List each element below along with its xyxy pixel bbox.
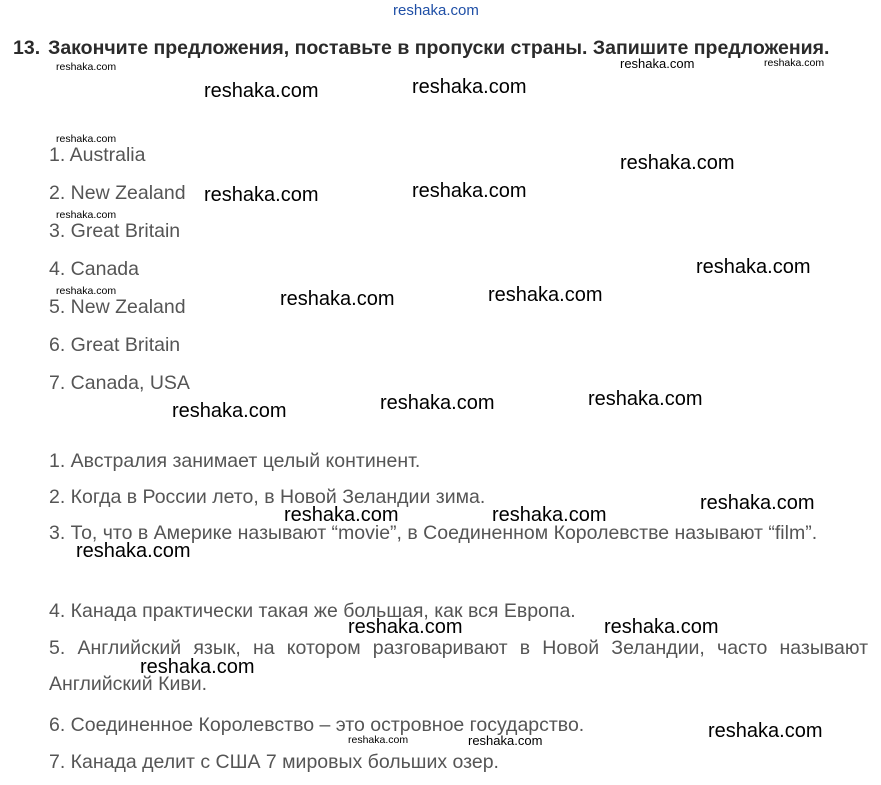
watermark: reshaka.com	[468, 733, 543, 748]
watermark: reshaka.com	[280, 288, 395, 310]
answer-item: 2. New Zealand	[49, 182, 186, 204]
answer-item: 7. Canada, USA	[49, 372, 190, 394]
task-number: 13.	[13, 37, 41, 59]
watermark: reshaka.com	[76, 540, 191, 562]
sentence-item: 2. Когда в России лето, в Новой Зеландии зима.	[49, 486, 486, 508]
watermark: reshaka.com	[56, 133, 117, 145]
watermark: reshaka.com	[696, 256, 811, 278]
sentence-item: 4. Канада практически такая же большая, как вся Европа.	[49, 600, 576, 622]
answer-item: 1. Australia	[49, 144, 146, 166]
watermark: reshaka.com	[204, 184, 319, 206]
watermark: reshaka.com	[764, 57, 825, 69]
watermark: reshaka.com	[708, 720, 823, 742]
answer-item: 4. Canada	[49, 258, 139, 280]
watermark: reshaka.com	[488, 284, 603, 306]
watermark: reshaka.com	[700, 492, 815, 514]
watermark: reshaka.com	[56, 61, 117, 73]
watermark: reshaka.com	[492, 504, 607, 526]
task-title	[13, 30, 868, 66]
sentence-item: 3. То, что в Америке называют “movie”, в Соединенном Королевстве называют “film”.	[49, 522, 818, 544]
sentence-item: 5. Английский язык, на котором разговаривают в Новой Зеландии, часто называют Английский Киви.	[49, 637, 868, 695]
watermark: reshaka.com	[620, 152, 735, 174]
site-header: reshaka.com	[393, 2, 479, 19]
watermark: reshaka.com	[380, 392, 495, 414]
watermark: reshaka.com	[620, 56, 695, 71]
watermark: reshaka.com	[284, 504, 399, 526]
watermark: reshaka.com	[588, 388, 703, 410]
watermark: reshaka.com	[172, 400, 287, 422]
watermark: reshaka.com	[56, 285, 117, 297]
watermark: reshaka.com	[56, 209, 117, 221]
watermark: reshaka.com	[412, 76, 527, 98]
sentence-item: 1. Австралия занимает целый континент.	[49, 450, 421, 472]
answer-item: 6. Great Britain	[49, 334, 181, 356]
watermark: reshaka.com	[348, 734, 409, 746]
sentence-item: 6. Соединенное Королевство – это островное государство.	[49, 714, 585, 736]
watermark: reshaka.com	[140, 656, 255, 678]
task-text: Закончите предложения, поставьте в пропуски страны. Запишите предложения.	[48, 37, 830, 59]
watermark: reshaka.com	[604, 616, 719, 638]
sentence-item: 7. Канада делит с США 7 мировых больших озер.	[49, 751, 499, 773]
answer-item: 3. Great Britain	[49, 220, 181, 242]
answer-item: 5. New Zealand	[49, 296, 186, 318]
watermark: reshaka.com	[348, 616, 463, 638]
watermark: reshaka.com	[204, 80, 319, 102]
watermark: reshaka.com	[412, 180, 527, 202]
